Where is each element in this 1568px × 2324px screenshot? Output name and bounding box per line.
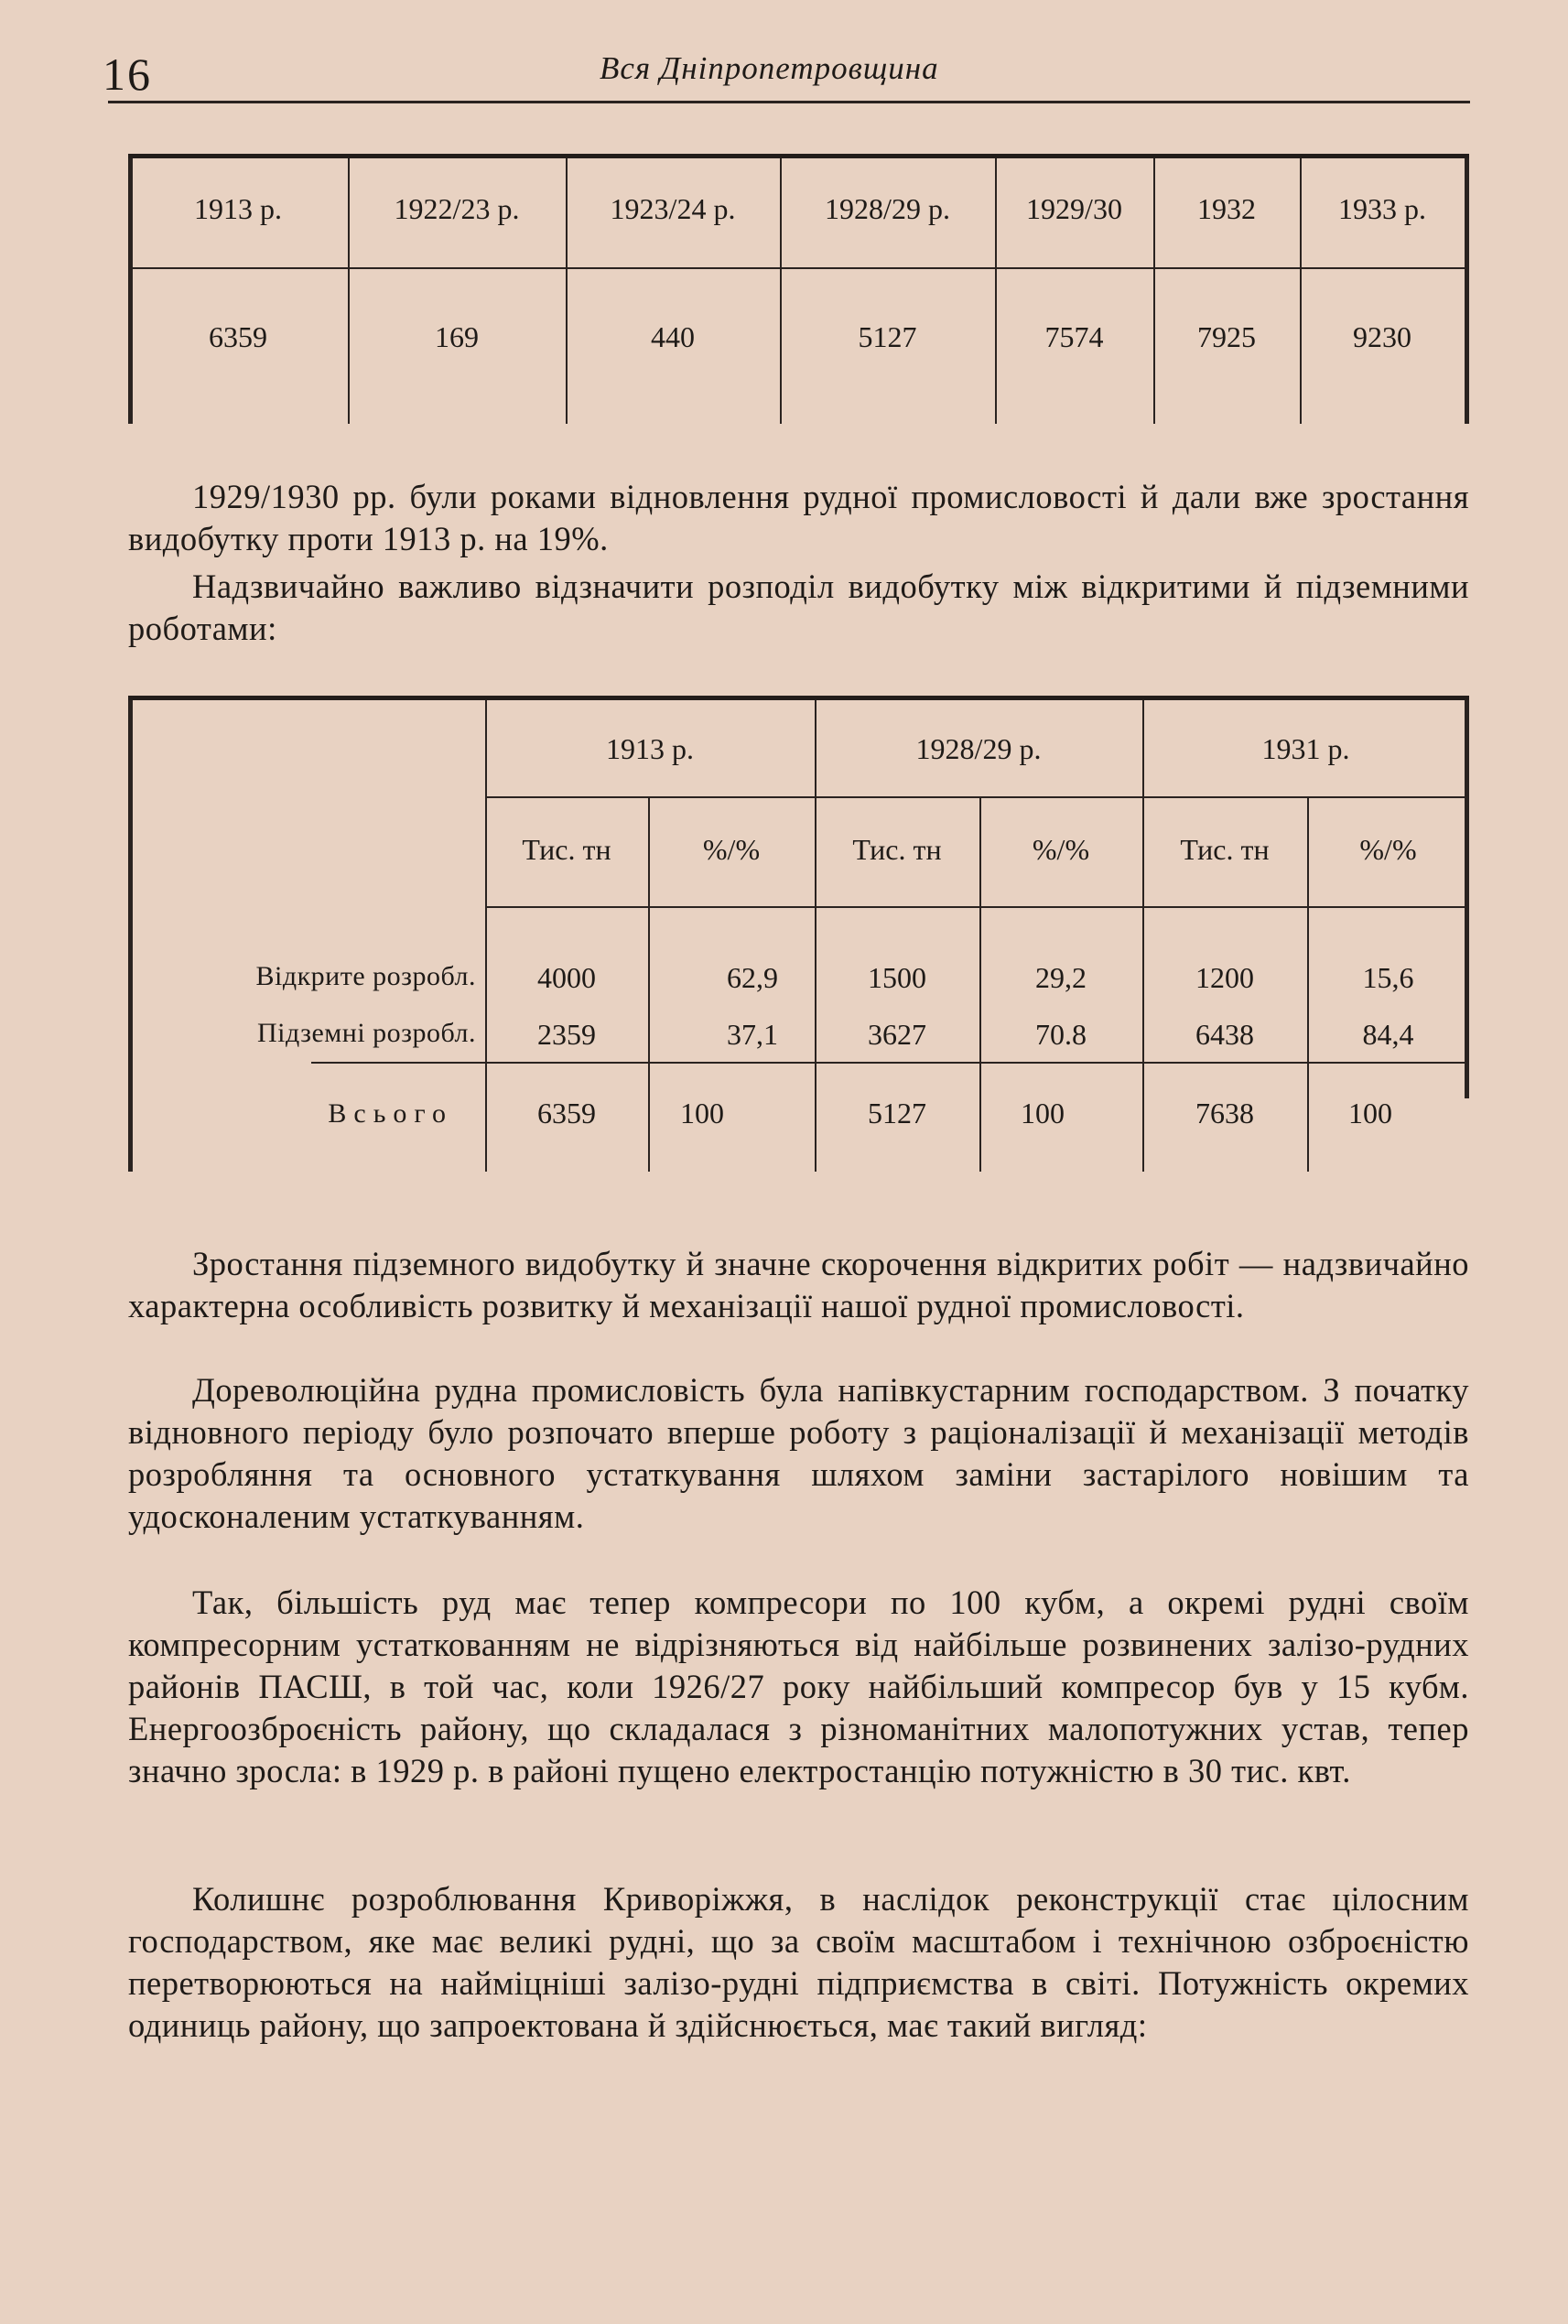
table-top-rule: [128, 696, 1469, 700]
table-header-rule: [128, 267, 1469, 269]
row-label: Відкрите розробл.: [255, 961, 476, 991]
table-cell: 7925: [1197, 320, 1256, 353]
column-header: 1929/30: [1026, 192, 1122, 225]
table-rule: [311, 1062, 1469, 1064]
table-cell: 15,6: [1362, 961, 1414, 994]
paragraph: Дореволюційна рудна промисловість була напівкустарним господарством. З початку відновного періоду було розпочато вперше роботу з раціоналізації й механізації методів розробляння та основного устаткування шляхом заміни застарілого новішим та удосконаленим устаткуванням.: [128, 1371, 1469, 1535]
table-cell: [648, 1018, 815, 1052]
paragraph: 1929/1930 рр. були роками відновлення рудної промисловості й дали вже зростання видобутку проти 1913 р. на 19%.: [128, 478, 1469, 557]
table-cell: 2359: [537, 1018, 596, 1051]
table-cell: 6438: [1195, 1018, 1254, 1051]
table-right-border: [1465, 158, 1469, 424]
subheader: %/%: [1032, 833, 1090, 866]
row-label: Всього: [328, 1098, 453, 1129]
year-header: 1928/29 р.: [915, 732, 1042, 765]
column-header: 1923/24 р.: [610, 192, 736, 225]
subheader: %/%: [702, 833, 761, 866]
table-cell-value: 37,1: [727, 1018, 778, 1051]
table-cell: 5127: [868, 1097, 926, 1130]
page-number: 16: [103, 49, 152, 100]
paragraph: Так, більшість руд має тепер компресори по 100 кубм, а окремі рудні своїм компресорним устаткованням не відрізняються від найбільше розвинених залізо-рудних районів ПАСШ, в той час, коли 1926/27 року найбільший компресор був у 15 кубм. Енергоозброєність району, що складалася з різноманітних малопотужних устав, тепер значно зросла: в 1929 р. в районі пущено електростанцію потужністю в 30 тис. квт.: [128, 1584, 1469, 1789]
subheader: Тис. тн: [522, 833, 611, 866]
year-header: 1931 р.: [1261, 732, 1350, 765]
table-cell: [979, 1097, 1142, 1130]
table-cell: 1200: [1195, 961, 1254, 994]
paragraph: Колишнє розроблювання Криворіжжя, в наслідок реконструкції стає цілосним господарством, яке має великі рудні, що за своїм масштабом і технічною озброєністю перетворюються на найміцніші залізо-рудні підприємства в світі. Потужність окремих одиниць району, що запроектована й здійснюється, має такий вигляд:: [128, 1880, 1469, 2044]
table-cell: 169: [435, 320, 479, 353]
table-cell: [1307, 1097, 1469, 1130]
table-cell: 7638: [1195, 1097, 1254, 1130]
table-cell-value: 100: [680, 1097, 724, 1130]
table-cell: 29,2: [1035, 961, 1087, 994]
table-top-rule: [128, 154, 1469, 158]
column-header: 1928/29 р.: [825, 192, 950, 225]
subheader: Тис. тн: [1180, 833, 1270, 866]
table-cell-value: 100: [1348, 1097, 1392, 1130]
table-cell: 6359: [537, 1097, 596, 1130]
production-table: [128, 154, 1469, 424]
table-cell: 5127: [858, 320, 917, 353]
header-rule: [108, 101, 1470, 103]
row-label: Підземні розробл.: [256, 1018, 476, 1048]
column-header: 1933 р.: [1338, 192, 1426, 225]
paragraph: Надзвичайно важливо відзначити розподіл видобутку між відкритими й підземними роботами:: [128, 567, 1469, 647]
subheader: %/%: [1359, 833, 1417, 866]
paragraph: Зростання підземного видобутку й значне скорочення відкритих робіт — надзвичайно характерна особливість розвитку й механізації нашої рудної промисловості.: [128, 1245, 1469, 1324]
table-cell: 3627: [868, 1018, 926, 1051]
table-cell: [648, 961, 815, 995]
table-cell: 4000: [537, 961, 596, 994]
column-header: 1922/23 р.: [394, 192, 520, 225]
table-cell: 84,4: [1362, 1018, 1414, 1051]
table-rule: [485, 796, 1469, 798]
column-header: 1932: [1197, 192, 1256, 225]
running-title: Вся Дніпропетровщина: [600, 50, 939, 86]
column-header: 1913 р.: [194, 192, 282, 225]
table-cell-value: 100: [1021, 1097, 1065, 1130]
table-cell-value: 62,9: [727, 961, 778, 994]
table-cell: [648, 1097, 815, 1130]
table-cell: 6359: [209, 320, 267, 353]
table-cell: 7574: [1044, 320, 1104, 353]
table-cell: 9230: [1353, 320, 1411, 353]
subheader: Тис. тн: [852, 833, 942, 866]
table-left-border: [128, 700, 133, 1172]
table-cell: 70.8: [1035, 1018, 1087, 1051]
table-rule: [485, 906, 1469, 908]
year-header: 1913 р.: [606, 732, 694, 765]
table-cell: 440: [651, 320, 695, 353]
distribution-table: [128, 696, 1469, 1172]
table-cell: 1500: [868, 961, 926, 994]
